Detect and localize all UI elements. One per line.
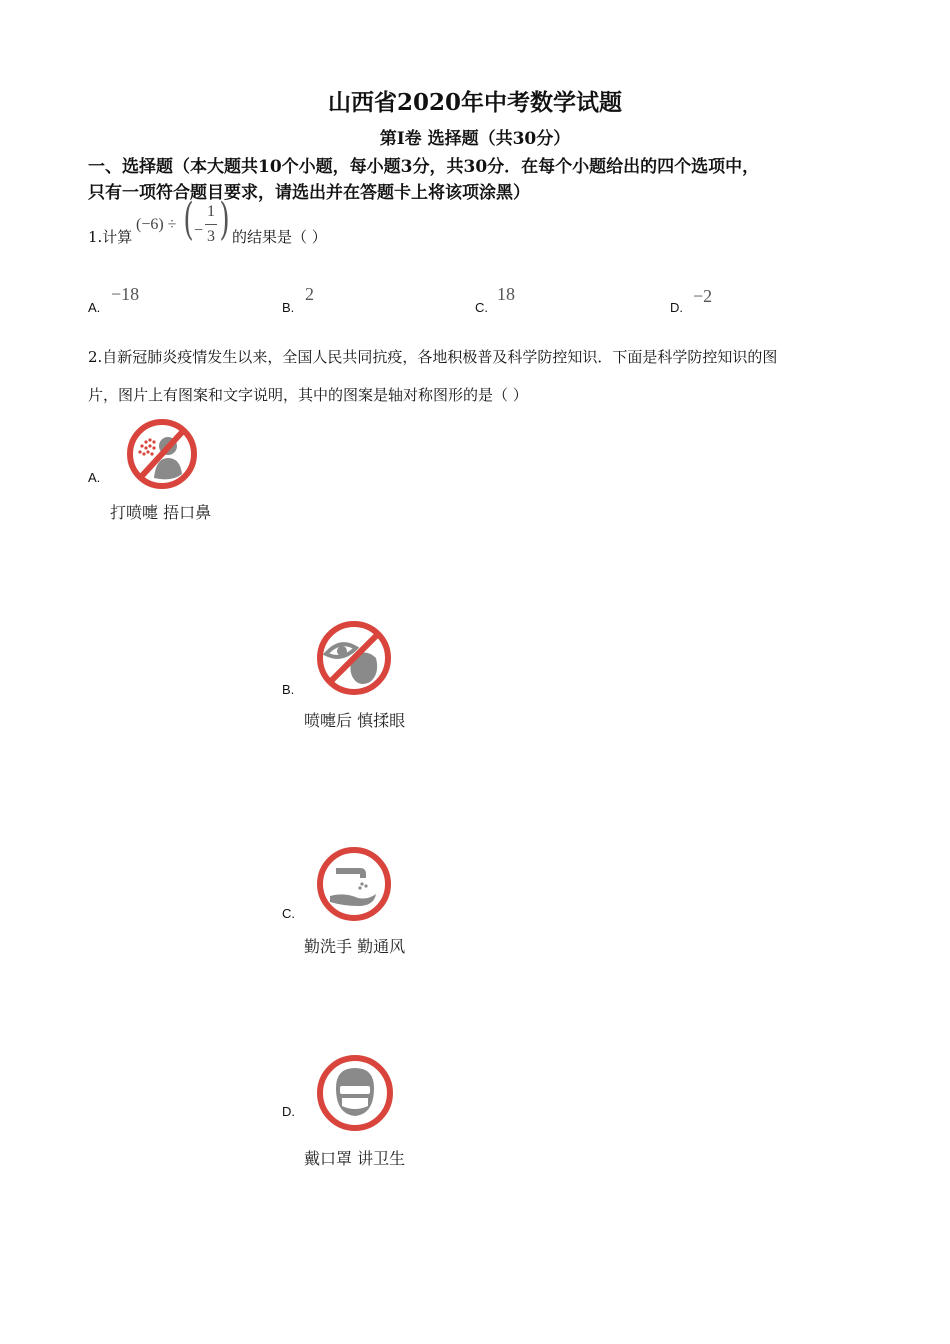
wear-mask-icon xyxy=(314,1052,396,1134)
q1-expr-left: (−6) ÷ xyxy=(136,216,177,233)
q1-suffix: 的结果是（ ） xyxy=(232,228,327,246)
no-rub-eyes-icon xyxy=(314,618,394,698)
q1-frac-bar xyxy=(205,224,217,225)
q2-option-a-label: A. xyxy=(88,470,101,485)
q1-frac-num: 1 xyxy=(207,203,215,220)
instructions-line-2: 只有一项符合题目要求，请选出并在答题卡上将该项涂黑） xyxy=(88,183,530,203)
instructions-line-1: 一、选择题（本大题共10个小题，每小题3分，共30分．在每个小题给出的四个选项中， xyxy=(88,157,760,177)
q1-option-a-value: −18 xyxy=(111,284,140,304)
q1-frac-sign: − xyxy=(194,222,204,239)
q2-option-b-label: B. xyxy=(282,682,295,697)
q1-option-d-label: D. xyxy=(670,300,683,315)
q2-option-d-label: D. xyxy=(282,1104,295,1119)
q2-option-b-caption: 喷嚏后 慎揉眼 xyxy=(304,711,406,730)
no-sneeze-icon xyxy=(124,416,200,492)
q2-option-a-caption: 打喷嚏 捂口鼻 xyxy=(110,503,212,522)
wash-hands-icon xyxy=(314,844,394,924)
section-heading: 第I卷 选择题（共30分） xyxy=(379,129,571,149)
q1-option-a-label: A. xyxy=(88,300,101,315)
q1-frac-den: 3 xyxy=(207,228,215,245)
q2-option-d-caption: 戴口罩 讲卫生 xyxy=(304,1149,406,1168)
q2-line-1: 2.自新冠肺炎疫情发生以来，全国人民共同抗疫，各地积极普及科学防控知识．下面是科学防控知识的图 xyxy=(88,348,778,366)
q1-option-b-value: 2 xyxy=(305,284,314,304)
q2-option-c-caption: 勤洗手 勤通风 xyxy=(304,937,406,956)
q1-prefix: 1.计算 xyxy=(88,228,133,246)
q1-right-paren: ) xyxy=(219,194,230,245)
q1-option-c-value: 18 xyxy=(497,284,515,304)
q1-left-paren: ( xyxy=(183,194,194,245)
q2-option-c-label: C. xyxy=(282,906,295,921)
q1-option-c-label: C. xyxy=(475,300,488,315)
q2-line-2: 片，图片上有图案和文字说明，其中的图案是轴对称图形的是（ ） xyxy=(88,386,528,404)
q1-option-d-value: −2 xyxy=(693,286,713,306)
q1-option-b-label: B. xyxy=(282,300,295,315)
page-title: 山西省2020年中考数学试题 xyxy=(327,89,622,116)
